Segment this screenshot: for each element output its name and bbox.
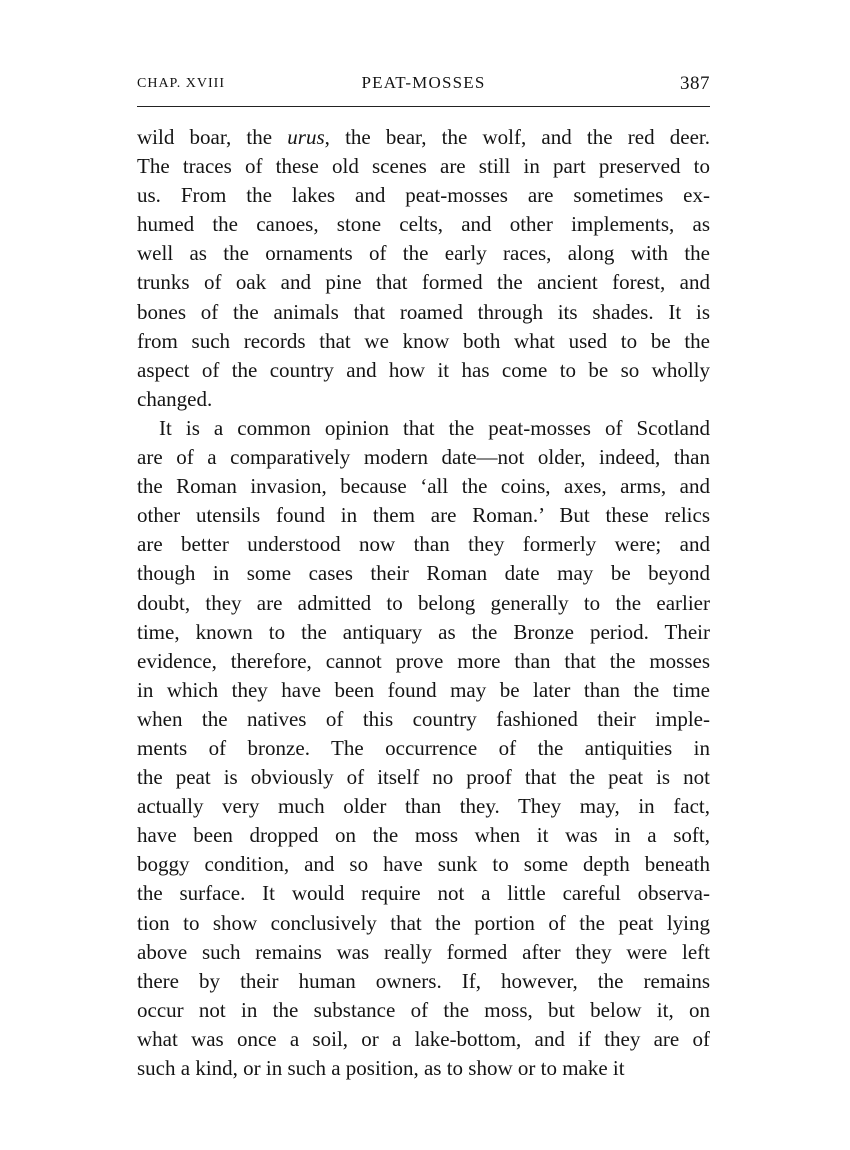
text-line: well as the ornaments of the early races, along with the	[137, 241, 710, 266]
paragraph	[137, 123, 710, 414]
text-line: It is a common opinion that the peat-mosses of Scotland	[159, 415, 710, 440]
text-segment: wild boar, the	[137, 125, 288, 149]
text-line: have been dropped on the moss when it was in a soft,	[137, 823, 710, 848]
text-line: doubt, they are admitted to belong generally to the earlier	[137, 590, 710, 615]
body-text	[137, 123, 710, 1083]
text-line: evidence, therefore, cannot prove more than that the mosses	[137, 648, 710, 673]
text-line: occur not in the substance of the moss, but below it, on	[137, 997, 710, 1022]
text-line: in which they have been found may be later than the time	[137, 677, 710, 702]
text-line: are of a comparatively modern date—not older, indeed, than	[137, 445, 710, 470]
text-line: such a kind, or in such a position, as to show or to make it	[137, 1056, 625, 1080]
book-page	[137, 70, 710, 1083]
page-number: 387	[680, 73, 710, 94]
text-line: aspect of the country and how it has come to be so wholly	[137, 357, 710, 382]
italic-term: urus	[287, 125, 325, 149]
text-segment: , the bear, the wolf, and the red deer.	[324, 125, 710, 149]
running-head	[137, 70, 710, 98]
text-line: are better understood now than they formerly were; and	[137, 532, 710, 557]
text-line: the Roman invasion, because ‘all the coins, axes, arms, and	[137, 474, 710, 499]
text-line: humed the canoes, stone celts, and other implements, as	[137, 212, 710, 237]
text-line: actually very much older than they. They may, in fact,	[137, 794, 710, 819]
text-line: the surface. It would require not a little careful observa-	[137, 881, 710, 906]
text-line: other utensils found in them are Roman.’ But these relics	[137, 503, 710, 528]
paragraph	[137, 414, 710, 1083]
text-line: trunks of oak and pine that formed the ancient forest, and	[137, 270, 710, 295]
text-line: there by their human owners. If, however, the remains	[137, 968, 710, 993]
text-line: us. From the lakes and peat-mosses are sometimes ex-	[137, 183, 710, 208]
text-line: bones of the animals that roamed through its shades. It is	[137, 299, 710, 324]
text-line: the peat is obviously of itself no proof that the peat is not	[137, 765, 710, 790]
page-title: PEAT-MOSSES	[361, 73, 486, 92]
text-line: time, known to the antiquary as the Bronze period. Their	[137, 619, 710, 644]
text-line: when the natives of this country fashioned their imple-	[137, 706, 710, 731]
text-line: tion to show conclusively that the portion of the peat lying	[137, 910, 710, 935]
text-line: from such records that we know both what used to be the	[137, 328, 710, 353]
text-line: The traces of these old scenes are still in part preserved to	[137, 154, 710, 179]
header-rule	[137, 106, 710, 107]
chapter-label: CHAP. XVIII	[137, 76, 225, 91]
text-line: what was once a soil, or a lake-bottom, and if they are of	[137, 1026, 710, 1051]
text-line: above such remains was really formed after they were left	[137, 939, 710, 964]
text-line: changed.	[137, 386, 213, 411]
text-line	[137, 123, 710, 152]
text-line: though in some cases their Roman date may be beyond	[137, 561, 710, 586]
text-line: ments of bronze. The occurrence of the antiquities in	[137, 735, 710, 760]
text-line: boggy condition, and so have sunk to some depth beneath	[137, 852, 710, 877]
